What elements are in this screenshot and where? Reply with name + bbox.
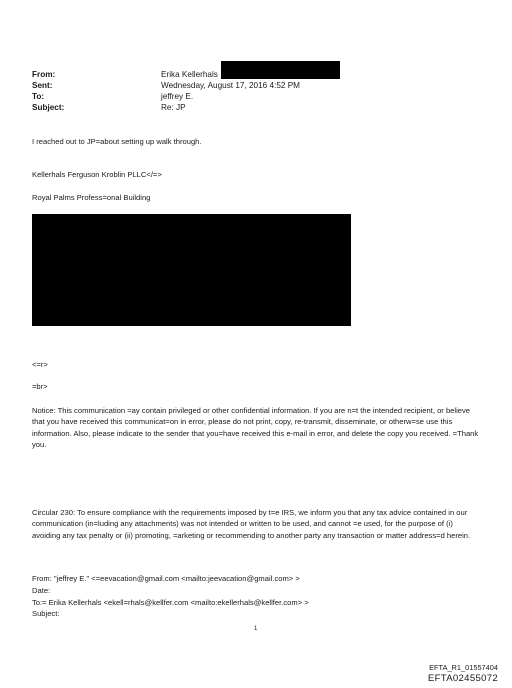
body-line: I reached out to JP=about setting up walk through. xyxy=(32,137,202,146)
redaction-block xyxy=(221,61,340,79)
html-tag-artifact: =br> xyxy=(32,382,48,391)
efta-id-primary: EFTA_R1_01557404 xyxy=(429,663,498,672)
circular-230-notice: Circular 230: To ensure compliance with the requirements imposed by t=e IRS, we inform you that any tax advice contained in our communication (in=luding any attachments) was not intended or written to be used, and cannot =e used, for the purpose of (i) avoiding any tax penalty or (ii) promoting, =arketing or recommending to another party any transaction or matter address=d herein. xyxy=(32,508,471,540)
firm-name: Kellerhals Ferguson Kroblin PLLC</=> xyxy=(32,170,162,179)
building-name: Royal Palms Profess=onal Building xyxy=(32,193,151,202)
from-value: Erika Kellerhals xyxy=(161,70,218,79)
from-label: From: xyxy=(32,70,56,79)
redaction-block-large xyxy=(32,214,351,326)
quoted-date: Date: xyxy=(32,586,51,595)
to-value: jeffrey E. xyxy=(161,92,194,101)
quoted-subject: Subject: xyxy=(32,609,60,618)
to-label: To: xyxy=(32,92,45,101)
confidentiality-notice: Notice: This communication =ay contain privileged or other confidential information. If you are n=t the intended recipient, or believe that you have received this communicat=on in error, please do not print, copy, re-transmit, disseminate, or otherw=se use this information. Also, please indicate to the sender that you=have received this e-mail in error, and delete the copy you received. =Thank you. xyxy=(32,406,479,450)
html-tag-artifact: <=r> xyxy=(32,360,48,369)
subject-value: Re: JP xyxy=(161,103,186,112)
quoted-to: To:= Erika Kellerhals <ekell=rhals@kellfer.com <mailto:ekellerhals@kellfer.com> > xyxy=(32,598,309,607)
subject-label: Subject: xyxy=(32,103,65,112)
sent-value: Wednesday, August 17, 2016 4:52 PM xyxy=(161,81,300,90)
sent-label: Sent: xyxy=(32,81,53,90)
efta-id-secondary: EFTA02455072 xyxy=(427,673,498,684)
page-number: 1 xyxy=(254,626,258,632)
quoted-from: From: "jeffrey E." <=eevacation@gmail.com <mailto:jeevacation@gmail.com> > xyxy=(32,574,300,583)
